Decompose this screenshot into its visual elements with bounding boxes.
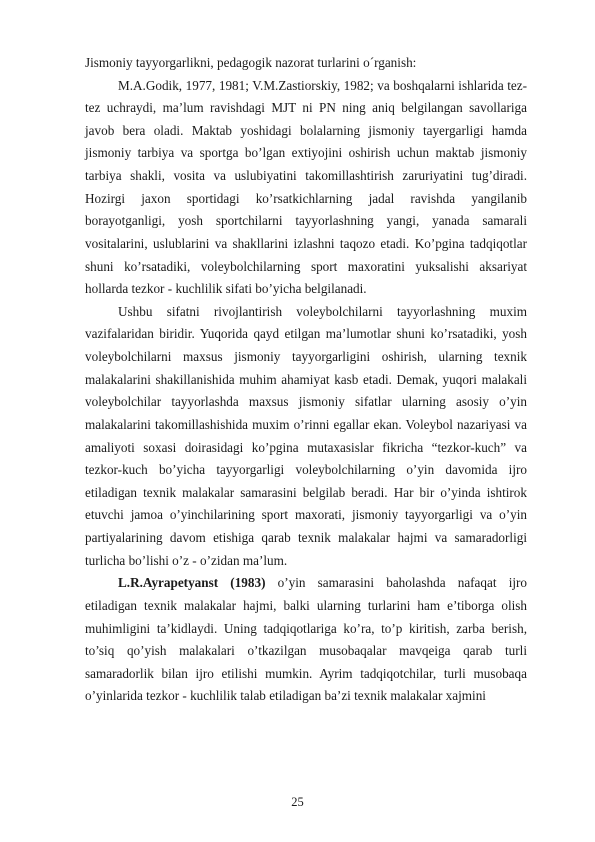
intro-line: Jismoniy tayyorgarlikni, pedagogik nazorat turlarini o´rganish: [85,55,417,70]
paragraph-1: M.A.Godik, 1977, 1981; V.M.Zastiorskiy, 1982; va boshqalarni ishlarida tez-tez uchraydi, ma’lum ravishdagi MJT ni PN ning aniq belgilangan savollariga javob bera oladi. Maktab yoshidagi bolalarning jismoniy tayergarligi hamda jismoniy tarbiya va sportga bo’lgan extiyojini oshirish uchun maktab jismoniy tarbiya shakli, vosita va uslubiyatini takomillashtirish zaruriyatini tug’diradi. Hozirgi jaxon sportidagi ko’rsatkichlarning jadal ravishda yangilanib borayotganligi, yosh sportchilarni tayyorlashning yangi, yanada samarali vositalarini, uslublarini va shakllarini izlashni taqozo etadi. Ko’pgina tadqiqotlar shuni ko’rsatadiki, voleybolchilarning sport maxoratini yuksalishi aksariyat hollarda tezkor - kuchlilik sifati bo’yicha belgilanadi. [85,77,527,297]
paragraph-3-text: o’yin samarasini baholashda nafaqat ijro etiladigan texnik malakalar hajmi, balki ularning turlarini ham e’tiborga olish muhimligini ta’kidlaydi. Uning tadqiqotlariga ko’ra, to’p kiritish, zarba berish, to’siq qo’yish malakalari o’tkazilgan musobaqalar mavqeiga qarab turli samaradorlik bilan ijro etilishi mumkin. Ayrim tadqiqotchilar, turli musobaqa o’yinlarida tezkor - kuchlilik talab etiladigan ba’zi texnik malakalar xajmini [85,575,528,704]
author-citation: L.R.Ayrapetyanst (1983) [118,575,266,591]
document-page [85,52,527,708]
paragraph-2: Ushbu sifatni rivojlantirish voleybolchilarni tayyorlashning muxim vazifalaridan biridir. Yuqorida qayd etilgan ma’lumotlar shuni ko’rsatadiki, yosh voleybolchilarni maxsus jismoniy tayyorgarligini oshirish, ularning texnik malakalarini shakillanishida muhim ahamiyat kasb etadi. Demak, yuqori malakali voleybolchilar tayyorlashda maxsus jismoniy sifatlar ularning asosiy o’yin malakalarini takomillashishida muxim o’rinni egallar ekan. Voleybol nazariyasi va amaliyoti soxasi doirasidagi ko’pgina mutaxasislar fikricha “tezkor-kuch” va tezkor-kuch bo’yicha tayyorgarligi voleybolchilarning o’yin davomida ijro etiladigan texnik malakalar samarasini belgilab beradi. Har bir o’yinda ishtirok etuvchi jamoa o’yinchilarining sport maxorati, jismoniy tayyorgarligi va o’yin partiyalarining davom etishiga qarab texnik malakalar hajmi va samaradorligi turlicha bo’lishi o’z - o’zidan ma’lum. [85,303,527,568]
paragraph-3 [85,572,527,708]
page-number: 25 [291,795,304,809]
